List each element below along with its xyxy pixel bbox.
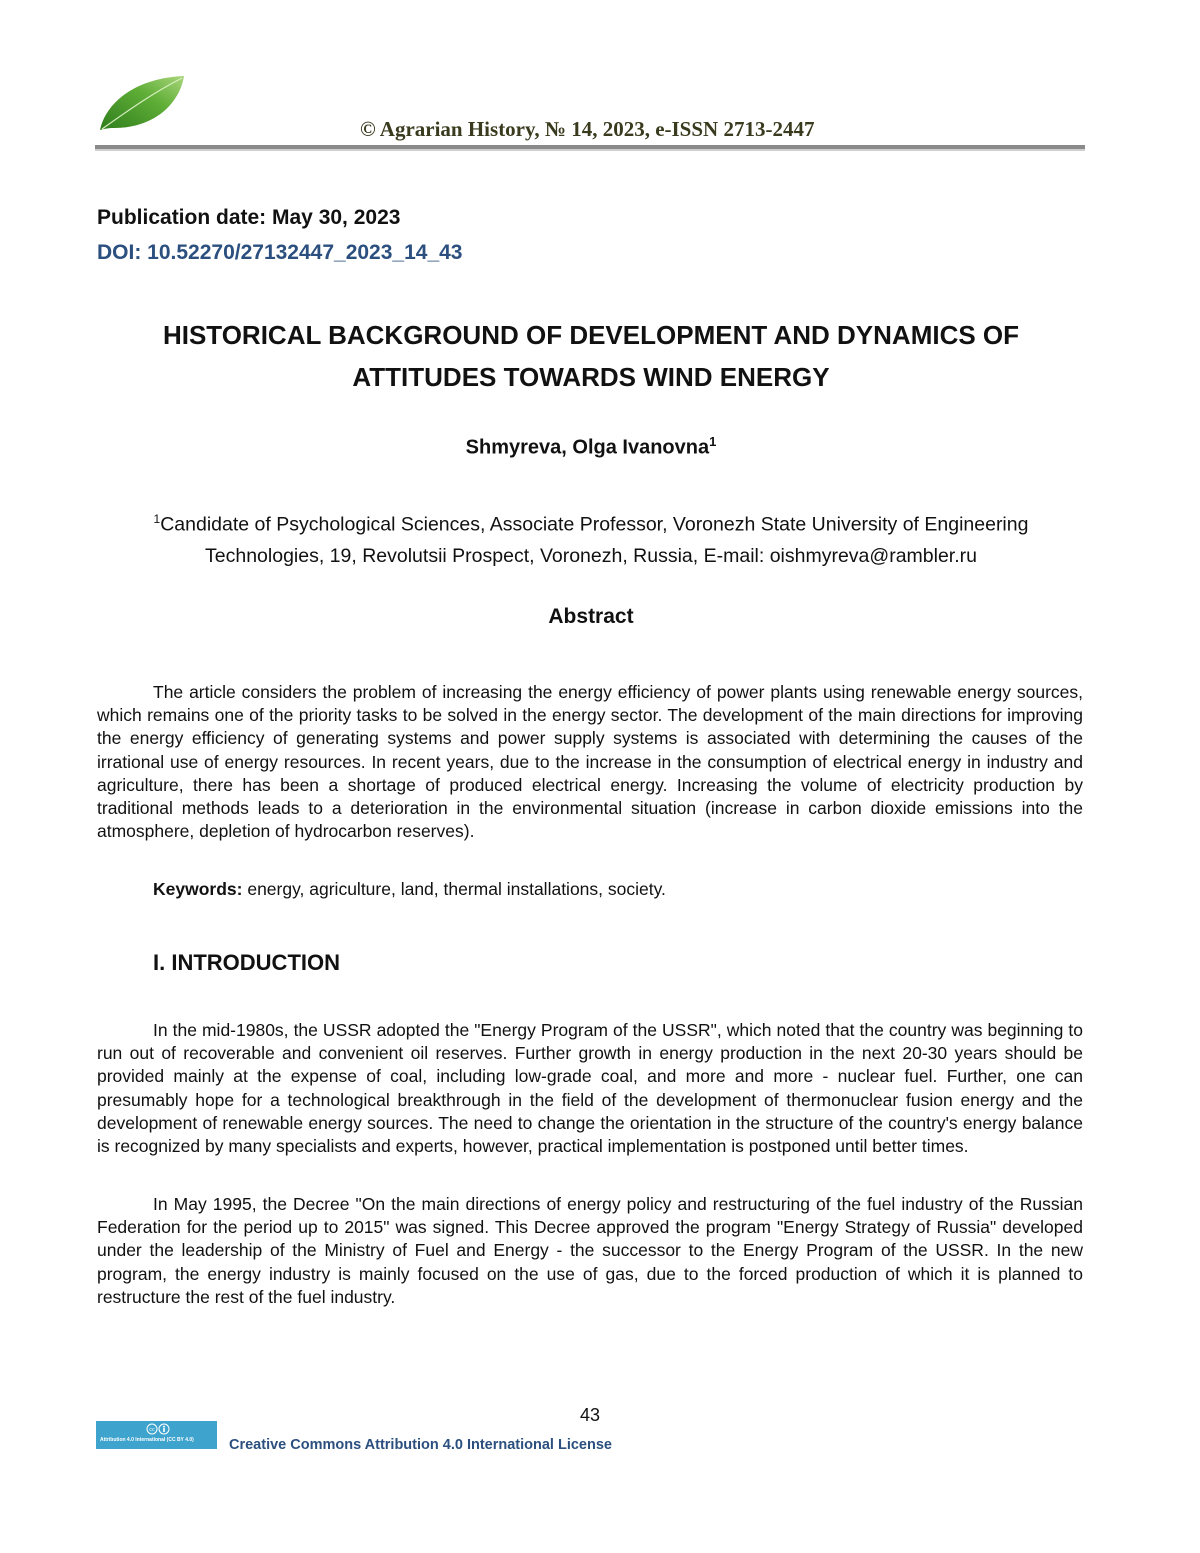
page-number: 43: [579, 1405, 601, 1425]
affiliation: [97, 504, 1085, 572]
abstract-text: The article considers the problem of increasing the energy efficiency of power plants using renewable energy sources, which remains one of the priority tasks to be solved in the energy sector. The development of the main directions for improving the energy efficiency of generating systems and power supply systems is associated with determining the causes of the irrational use of energy resources. In recent years, due to the increase in the consumption of electrical energy in industry and agriculture, there has been a shortage of produced electrical energy. Increasing the volume of electricity production by traditional methods leads to a deterioration in the environmental situation (increase in carbon dioxide emissions into the atmosphere, depletion of hydrocarbon reserves).: [97, 682, 1083, 842]
author-name: Shmyreva, Olga Ivanovna: [465, 436, 710, 459]
svg-text:cc: cc: [149, 1427, 155, 1433]
header-rule-shadow: [95, 149, 1085, 151]
cc-license-badge[interactable]: [96, 1421, 217, 1449]
introduction-paragraph-2: In May 1995, the Decree "On the main directions of energy policy and restructuring of the fuel industry of the Russian Federation for the period up to 2015" was signed. This Decree approved the program "Energy Strategy of Russia" developed under the leadership of the Ministry of Fuel and Energy - the successor to the Energy Program of the USSR. In the new program, the energy industry is mainly focused on the use of gas, due to the forced production of which it is planned to restructure the rest of the fuel industry.: [97, 1194, 1083, 1307]
doi-link[interactable]: DOI: 10.52270/27132447_2023_14_43: [97, 241, 463, 264]
journal-header: © Agrarian History, № 14, 2023, e-ISSN 2713-2447: [360, 117, 815, 141]
cc-badge-text: Attribution 4.0 International (CC BY 4.0): [100, 1437, 194, 1443]
creative-commons-icon: [146, 1423, 170, 1435]
affiliation-footnote-mark: 1: [153, 512, 161, 526]
keywords-label: Keywords:: [153, 879, 243, 899]
introduction-heading: I. INTRODUCTION: [153, 950, 340, 975]
keywords-list: energy, agriculture, land, thermal installations, society.: [242, 879, 666, 899]
publication-date: Publication date: May 30, 2023: [97, 206, 401, 229]
author: [97, 434, 1085, 460]
affiliation-text: Candidate of Psychological Sciences, Associate Professor, Voronezh State University of Engineering Technologies, 19, Revolutsii Prospect, Voronezh, Russia, E-mail: oishmyreva@rambler.ru: [160, 513, 1029, 567]
abstract-heading: Abstract: [548, 605, 634, 628]
title-line-1: HISTORICAL BACKGROUND OF DEVELOPMENT AND DYNAMICS OF: [162, 320, 1020, 350]
keywords: [153, 879, 666, 900]
license-link[interactable]: Creative Commons Attribution 4.0 International License: [229, 1437, 612, 1453]
article-title: [97, 314, 1085, 398]
title-line-2: ATTITUDES TOWARDS WIND ENERGY: [352, 362, 830, 392]
leaf-logo-icon: [96, 72, 188, 134]
author-footnote-mark: 1: [709, 434, 717, 449]
introduction-paragraph-1: In the mid-1980s, the USSR adopted the "Energy Program of the USSR", which noted that the country was beginning to run out of recoverable and convenient oil reserves. Further growth in energy production in the next 20-30 years should be provided mainly at the expense of coal, including low-grade coal, and more and more - nuclear fuel. Further, one can presumably hope for a technological breakthrough in the field of the development of thermonuclear fusion energy and the development of renewable energy sources. The need to change the orientation in the structure of the country's energy balance is recognized by many specialists and experts, however, practical implementation is postponed until better times.: [97, 1020, 1083, 1157]
